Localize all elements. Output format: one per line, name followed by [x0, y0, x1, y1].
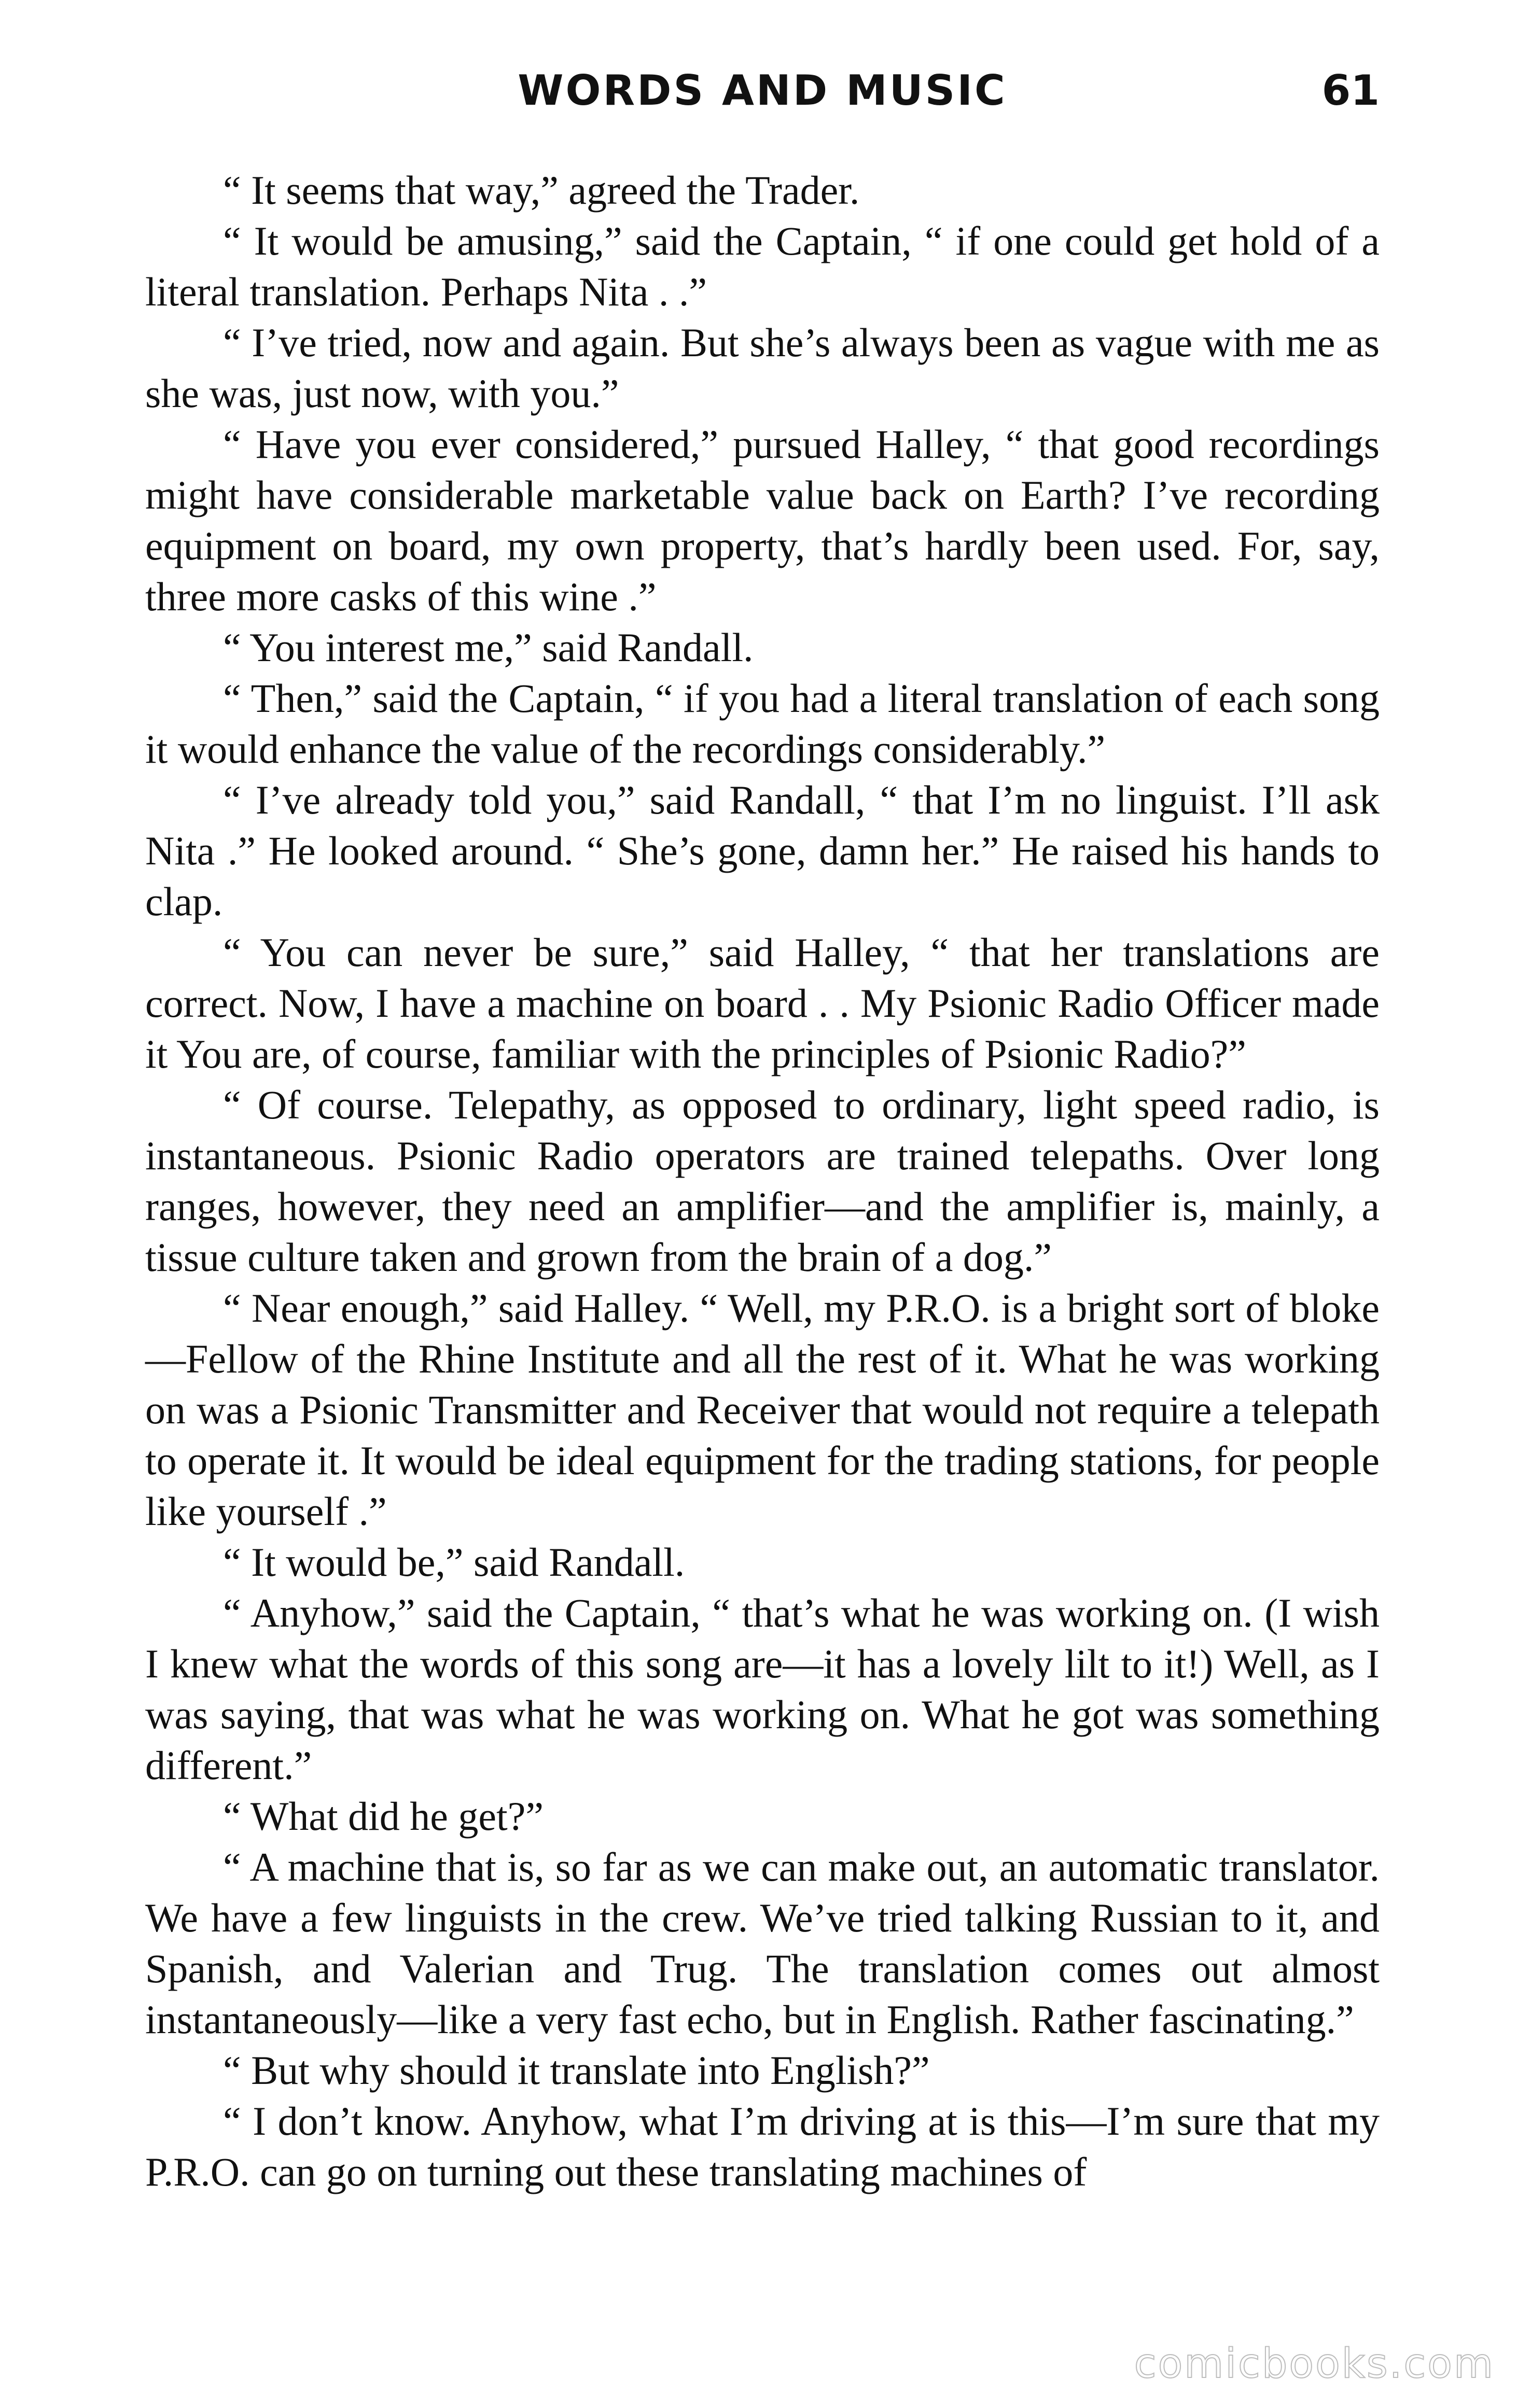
paragraph-3: “ I’ve tried, now and again. But she’s always been as vague with me as she was, just now, with you.”	[145, 320, 1380, 416]
paragraph-7: “ I’ve already told you,” said Randall, “ that I’m no linguist. I’ll ask Nita .” He looked around. “ She’s gone, damn her.” He raised his hands to clap.	[145, 777, 1380, 924]
paragraph-6: “ Then,” said the Captain, “ if you had a literal translation of each song it would enhance the value of the recordings considerably.”	[145, 676, 1380, 772]
paragraph-13: “ What did he get?”	[223, 1794, 544, 1839]
watermark: comicbooks.com	[1134, 2341, 1495, 2387]
paragraph-2: “ It would be amusing,” said the Captain, “ if one could get hold of a literal translation. Perhaps Nita . .”	[145, 218, 1380, 314]
paragraph-10: “ Near enough,” said Halley. “ Well, my P.R.O. is a bright sort of bloke—Fellow of the Rhine Institute and all the rest of it. What he was working on was a Psionic Transmitter and Receiver that would not require a telepath to operate it. It would be ideal equipment for the trading stations, for people like yourself .”	[145, 1285, 1380, 1534]
paragraph-11: “ It would be,” said Randall.	[223, 1539, 685, 1585]
paragraph-4: “ Have you ever considered,” pursued Halley, “ that good recordings might have considerable marketable value back on Earth? I’ve recording equipment on board, my own property, that’s hardly been used. For, say, three more casks of this wine .”	[145, 422, 1380, 619]
running-head: WORDS AND MUSIC	[518, 66, 1007, 115]
page-header	[145, 62, 1380, 119]
paragraph-5: “ You interest me,” said Randall.	[223, 625, 754, 670]
paragraph-8: “ You can never be sure,” said Halley, “ that her translations are correct. Now, I have a machine on board . . My Psionic Radio Officer made it You are, of course, familiar with the principles of Psionic Radio?”	[145, 930, 1380, 1076]
paragraph-14: “ A machine that is, so far as we can make out, an automatic translator. We have a few linguists in the crew. We’ve tried talking Russian to it, and Spanish, and Valerian and Trug. The translation comes out almost instantaneously—like a very fast echo, but in English. Rather fascinating.”	[145, 1844, 1380, 2042]
paragraph-12: “ Anyhow,” said the Captain, “ that’s what he was working on. (I wish I knew what the words of this song are—it has a lovely lilt to it!) Well, as I was saying, that was what he was working on. What he got was something different.”	[145, 1590, 1380, 1788]
paragraph-9: “ Of course. Telepathy, as opposed to ordinary, light speed radio, is instantaneous. Psionic Radio operators are trained telepaths. Over long ranges, however, they need an amplifier—and the amplifier is, mainly, a tissue culture taken and grown from the brain of a dog.”	[145, 1082, 1380, 1280]
paragraph-15: “ But why should it translate into English?”	[223, 2048, 930, 2093]
page-number: 61	[1321, 66, 1380, 115]
paragraph-1: “ It seems that way,” agreed the Trader.	[223, 167, 860, 213]
body-text	[145, 165, 1380, 2197]
paragraph-16: “ I don’t know. Anyhow, what I’m driving at is this—I’m sure that my P.R.O. can go on turning out these translating machines of	[145, 2098, 1380, 2194]
